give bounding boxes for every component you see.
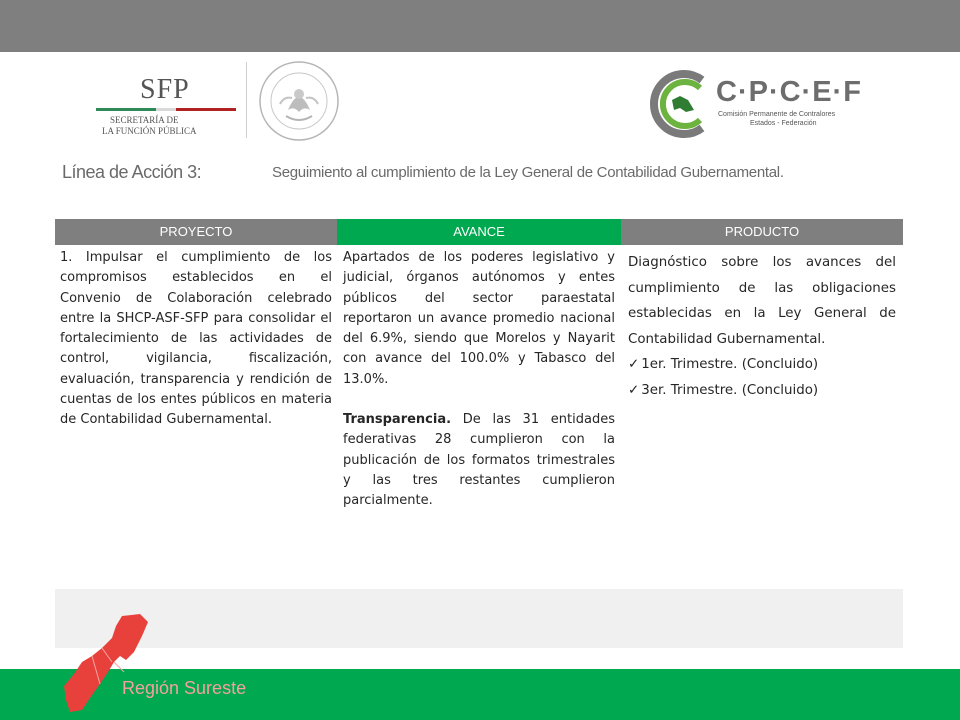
cpcef-emblem-icon [650,66,716,146]
avance-cell [343,248,615,512]
header-avance: AVANCE [337,219,621,245]
header-proyecto: PROYECTO [55,219,337,245]
southeast-region-map-icon [62,612,162,720]
cpcef-logo-subtitle [718,110,835,128]
proyecto-text: 1. Impulsar el cumplimiento de los compromisos establecidos en el Convenio de Colaboración celebrado entre la SHCP-ASF-SFP para consolidar el fortalecimiento de las actividades de control, vigilancia, fiscalización, evaluación, transparencia y rendición de cuentas de los entes públicos en materia de Contabilidad Gubernamental. [60,250,332,428]
header-producto: PRODUCTO [621,219,903,245]
cpcef-logo-subtitle-1: Comisión Permanente de Contralores [718,111,836,118]
check-icon: ✓ [628,357,640,372]
cpcef-logo-title: C·P·C·E·F [716,76,862,108]
top-bar [0,0,960,52]
region-label: Región Sureste [122,678,247,698]
check-icon: ✓ [628,382,640,398]
cpcef-logo [650,62,862,152]
logo-divider [246,62,247,138]
producto-item: ✓ 1er. Trimestre. (Concluido) [628,357,819,372]
sfp-logo-tricolor-rule [96,108,236,111]
avance-paragraph-1: Apartados de los poderes legislativo y judicial, órganos autónomos y entes públicos del sector paraestatal reportaron un avance promedio nacional del 6.9%, siendo que Morelos y Nayarit con avance del 100.0% y Tabasco del 13.0%. [343,250,615,387]
sfp-logo-subtitle-1: SECRETARÍA DE [110,115,179,125]
sfp-logo-title: SFP [140,74,190,105]
notes-box [55,589,903,648]
producto-item: ✓ 3er. Trimestre. (Concluido) [628,382,819,398]
avance-paragraph-2-text: De las 31 entidades federativas 28 cumplieron con la publicación de los formatos trimestrales y las tres restantes cumplieron parcialmente. [343,412,615,509]
sfp-logo-subtitle-2: LA FUNCIÓN PÚBLICA [102,126,197,136]
line-of-action-description: Seguimiento al cumplimiento de la Ley General de Contabilidad Gubernamental. [272,164,784,181]
cpcef-logo-subtitle-2: Estados - Federación [750,120,817,127]
avance-paragraph-2 [343,410,615,511]
proyecto-cell [60,248,332,431]
sfp-logo [96,70,246,140]
mexico-seal-icon [258,60,340,142]
line-of-action-title: Línea de Acción 3: [62,162,202,182]
producto-cell [628,250,896,403]
avance-transparencia-label: Transparencia. [343,412,452,428]
producto-text: Diagnóstico sobre los avances del cumplimiento de las obligaciones establecidas en la Ley General de Contabilidad Gubernamental. [628,255,896,347]
